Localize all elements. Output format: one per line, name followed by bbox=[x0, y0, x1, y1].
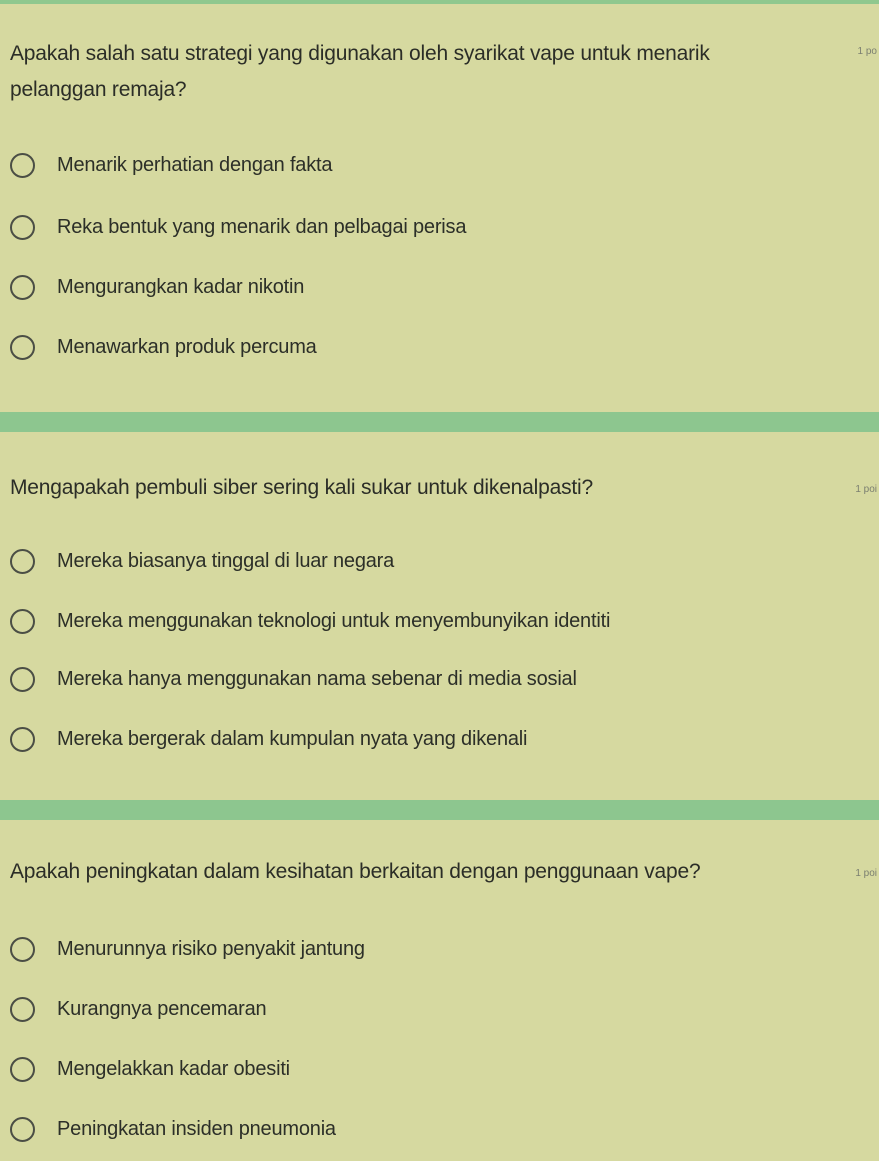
option-label: Menurunnya risiko penyakit jantung bbox=[57, 937, 365, 960]
option-3-4[interactable] bbox=[10, 1112, 336, 1146]
option-3-2[interactable] bbox=[10, 992, 266, 1026]
option-3-3[interactable] bbox=[10, 1052, 290, 1086]
question-card-1 bbox=[0, 0, 879, 412]
radio-button[interactable] bbox=[10, 215, 35, 240]
option-1-2[interactable] bbox=[10, 210, 466, 244]
option-label: Mereka bergerak dalam kumpulan nyata yang dikenali bbox=[57, 727, 528, 750]
option-label: Menarik perhatian dengan fakta bbox=[57, 153, 333, 176]
option-label: Reka bentuk yang menarik dan pelbagai perisa bbox=[57, 215, 467, 238]
section-divider-2 bbox=[0, 800, 879, 820]
option-label: Mereka biasanya tinggal di luar negara bbox=[57, 549, 395, 572]
question-title-3: Apakah peningkatan dalam kesihatan berkaitan dengan penggunaan vape? bbox=[10, 860, 701, 883]
radio-button[interactable] bbox=[10, 1057, 35, 1082]
question-card-3 bbox=[0, 820, 879, 1161]
radio-button[interactable] bbox=[10, 153, 35, 178]
question-title-2: Mengapakah pembuli siber sering kali sukar untuk dikenalpasti? bbox=[10, 476, 593, 499]
radio-button[interactable] bbox=[10, 549, 35, 574]
option-label: Mereka menggunakan teknologi untuk menyembunyikan identiti bbox=[57, 609, 611, 632]
radio-button[interactable] bbox=[10, 667, 35, 692]
option-label: Mengelakkan kadar obesiti bbox=[57, 1057, 290, 1080]
option-1-1[interactable] bbox=[10, 148, 332, 182]
radio-button[interactable] bbox=[10, 609, 35, 634]
section-divider-1 bbox=[0, 412, 879, 432]
question-card-2 bbox=[0, 432, 879, 800]
radio-button[interactable] bbox=[10, 335, 35, 360]
option-2-3[interactable] bbox=[10, 662, 577, 696]
option-1-3[interactable] bbox=[10, 270, 304, 304]
question-points-2: 1 poi bbox=[855, 484, 877, 495]
radio-button[interactable] bbox=[10, 937, 35, 962]
radio-button[interactable] bbox=[10, 997, 35, 1022]
radio-button[interactable] bbox=[10, 727, 35, 752]
option-label: Mereka hanya menggunakan nama sebenar di media sosial bbox=[57, 667, 577, 690]
option-label: Menawarkan produk percuma bbox=[57, 335, 317, 358]
option-3-1[interactable] bbox=[10, 932, 365, 966]
option-2-1[interactable] bbox=[10, 544, 394, 578]
option-1-4[interactable] bbox=[10, 330, 317, 364]
radio-button[interactable] bbox=[10, 275, 35, 300]
option-label: Peningkatan insiden pneumonia bbox=[57, 1117, 336, 1140]
option-label: Mengurangkan kadar nikotin bbox=[57, 275, 305, 298]
option-2-2[interactable] bbox=[10, 604, 610, 638]
radio-button[interactable] bbox=[10, 1117, 35, 1142]
question-points-3: 1 poi bbox=[855, 868, 877, 879]
option-label: Kurangnya pencemaran bbox=[57, 997, 267, 1020]
question-points-1: 1 po bbox=[857, 46, 877, 57]
question-title-1: Apakah salah satu strategi yang digunakan oleh syarikat vape untuk menarik pelanggan remaja? bbox=[10, 42, 710, 101]
option-2-4[interactable] bbox=[10, 722, 527, 756]
